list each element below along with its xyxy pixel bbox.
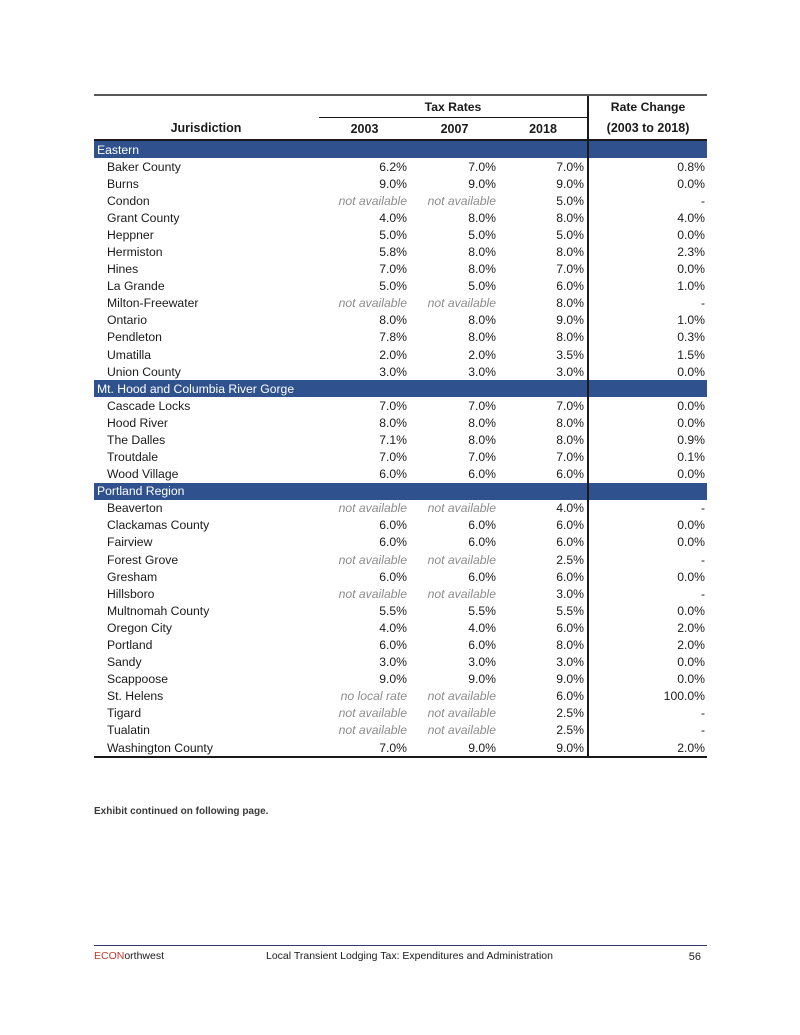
- rate-2018-cell: 6.0%: [556, 620, 585, 635]
- rate-change-cell: 0.8%: [588, 158, 707, 175]
- rate-2018-cell: 8.0%: [556, 296, 585, 311]
- rate-change-cell: -: [588, 722, 707, 739]
- rate-2003-cell: 7.0%: [379, 398, 407, 413]
- section-header-row: [94, 380, 707, 397]
- rate-change-cell: -: [588, 500, 707, 517]
- rate-2003-cell: 5.8%: [379, 245, 407, 260]
- table-row: [94, 397, 707, 414]
- jurisdiction-cell: Portland: [107, 637, 153, 652]
- rate-2003-cell: 6.0%: [379, 467, 407, 482]
- header-blank: [94, 95, 319, 118]
- year-2003-header: 2003: [319, 118, 410, 141]
- rate-2018-cell: 5.0%: [556, 227, 585, 242]
- rate-2003-cell: 6.0%: [379, 569, 407, 584]
- rate-2007-cell: 8.0%: [468, 330, 496, 345]
- tax-rate-table: [94, 94, 707, 758]
- rate-change-cell: 4.0%: [588, 209, 707, 226]
- rate-2018-cell: 5.0%: [556, 193, 585, 208]
- rate-2003-cell: not available: [338, 552, 407, 567]
- table-row: [94, 209, 707, 226]
- rate-change-cell: 0.0%: [588, 466, 707, 483]
- rate-2007-cell: 6.0%: [468, 637, 496, 652]
- table-row: [94, 466, 707, 483]
- brand-logo: [94, 950, 164, 962]
- rate-2018-cell: 6.0%: [556, 535, 585, 550]
- section-rate-change-cell: [588, 140, 707, 158]
- jurisdiction-cell: Hines: [107, 262, 139, 277]
- rate-2003-cell: 7.1%: [379, 432, 407, 447]
- jurisdiction-cell: Heppner: [107, 227, 154, 242]
- table-row: [94, 192, 707, 209]
- jurisdiction-cell: Tualatin: [107, 723, 150, 738]
- rate-2018-cell: 6.0%: [556, 279, 585, 294]
- rate-2007-cell: 2.0%: [468, 347, 496, 362]
- rate-change-cell: 2.3%: [588, 243, 707, 260]
- rate-2007-cell: 7.0%: [468, 450, 496, 465]
- rate-2018-cell: 3.0%: [556, 586, 585, 601]
- year-2007-header: 2007: [410, 118, 499, 141]
- jurisdiction-cell: The Dalles: [107, 432, 166, 447]
- table-row: [94, 722, 707, 739]
- rate-2007-cell: 6.0%: [468, 518, 496, 533]
- rate-change-cell: 0.0%: [588, 568, 707, 585]
- rate-2007-cell: 6.0%: [468, 467, 496, 482]
- brand-prefix: ECON: [94, 950, 125, 962]
- rate-2003-cell: not available: [338, 193, 407, 208]
- table-row: [94, 175, 707, 192]
- rate-2003-cell: 9.0%: [379, 176, 407, 191]
- rate-2003-cell: 6.2%: [379, 159, 407, 174]
- rate-2007-cell: 8.0%: [468, 210, 496, 225]
- section-rate-change-cell: [588, 483, 707, 500]
- rate-change-cell: 1.5%: [588, 346, 707, 363]
- table-row: [94, 261, 707, 278]
- rate-2003-cell: not available: [338, 296, 407, 311]
- rate-2007-cell: not available: [427, 586, 496, 601]
- rate-2018-cell: 2.5%: [556, 723, 585, 738]
- rate-2007-cell: not available: [427, 501, 496, 516]
- rate-change-cell: -: [588, 705, 707, 722]
- jurisdiction-cell: Washington County: [94, 739, 319, 757]
- rate-2018-cell: 6.0%: [556, 569, 585, 584]
- rate-change-cell: 0.0%: [588, 517, 707, 534]
- table-row: [94, 551, 707, 568]
- rate-2018-cell: 3.0%: [556, 364, 585, 379]
- rate-2007-cell: not available: [427, 689, 496, 704]
- jurisdiction-cell: Baker County: [107, 159, 181, 174]
- rate-2007-cell: 5.5%: [468, 603, 496, 618]
- rate-2003-cell: 5.0%: [379, 227, 407, 242]
- jurisdiction-cell: Grant County: [107, 210, 180, 225]
- footer-divider: [94, 945, 707, 946]
- footer-title: Local Transient Lodging Tax: Expenditures and Administration: [266, 950, 553, 962]
- rate-2018-cell: 9.0%: [499, 739, 588, 757]
- rate-2018-cell: 7.0%: [556, 262, 585, 277]
- year-2018-header: 2018: [499, 118, 588, 141]
- jurisdiction-cell: Cascade Locks: [107, 398, 191, 413]
- rate-2003-cell: 4.0%: [379, 620, 407, 635]
- rate-2003-cell: not available: [338, 723, 407, 738]
- rate-2007-cell: 9.0%: [468, 672, 496, 687]
- rate-2007-cell: 5.0%: [468, 227, 496, 242]
- table-row: [94, 688, 707, 705]
- rate-2003-cell: 2.0%: [379, 347, 407, 362]
- jurisdiction-cell: Milton-Freewater: [107, 296, 199, 311]
- rate-change-header: Rate Change: [588, 95, 707, 118]
- rate-2018-cell: 7.0%: [556, 398, 585, 413]
- rate-2003-cell: 6.0%: [379, 518, 407, 533]
- jurisdiction-cell: Troutdale: [107, 450, 159, 465]
- brand-suffix: orthwest: [124, 950, 165, 962]
- rate-2018-cell: 5.5%: [556, 603, 585, 618]
- rate-change-cell: 1.0%: [588, 312, 707, 329]
- rate-2007-cell: not available: [427, 193, 496, 208]
- rate-2018-cell: 7.0%: [556, 159, 585, 174]
- rate-2007-cell: 8.0%: [468, 415, 496, 430]
- jurisdiction-cell: Umatilla: [107, 347, 152, 362]
- rate-2003-cell: not available: [338, 501, 407, 516]
- table-row: [94, 517, 707, 534]
- header-row-top: [94, 95, 707, 118]
- jurisdiction-cell: La Grande: [107, 279, 165, 294]
- rate-2018-cell: 9.0%: [556, 313, 585, 328]
- rate-2018-cell: 8.0%: [556, 245, 585, 260]
- rate-2007-cell: not available: [427, 723, 496, 738]
- rate-2003-cell: 7.0%: [379, 450, 407, 465]
- table-row: [94, 449, 707, 466]
- rate-2003-cell: 8.0%: [379, 313, 407, 328]
- jurisdiction-cell: Oregon City: [107, 620, 173, 635]
- rate-2018-cell: 6.0%: [556, 467, 585, 482]
- table-row: [94, 329, 707, 346]
- jurisdiction-cell: Sandy: [107, 655, 142, 670]
- rate-2018-cell: 9.0%: [556, 176, 585, 191]
- table-row: [94, 739, 707, 757]
- header-row-bottom: [94, 118, 707, 141]
- jurisdiction-cell: Clackamas County: [107, 518, 210, 533]
- rate-2018-cell: 8.0%: [556, 637, 585, 652]
- table-row: [94, 346, 707, 363]
- rate-2007-cell: 3.0%: [468, 364, 496, 379]
- rate-2007-cell: not available: [427, 552, 496, 567]
- rate-2007-cell: 9.0%: [468, 176, 496, 191]
- rate-2018-cell: 8.0%: [556, 330, 585, 345]
- rate-2003-cell: 6.0%: [379, 535, 407, 550]
- table-row: [94, 671, 707, 688]
- table-row: [94, 500, 707, 517]
- rate-change-cell: -: [588, 585, 707, 602]
- jurisdiction-cell: Hillsboro: [107, 586, 155, 601]
- rate-2003-cell: 4.0%: [379, 210, 407, 225]
- rate-change-cell: 0.9%: [588, 431, 707, 448]
- rate-change-cell: 0.0%: [588, 534, 707, 551]
- rate-2007-cell: not available: [427, 706, 496, 721]
- rate-change-cell: 0.3%: [588, 329, 707, 346]
- rate-change-cell: 0.0%: [588, 602, 707, 619]
- rate-2003-cell: 3.0%: [379, 655, 407, 670]
- rate-2018-cell: 3.5%: [556, 347, 585, 362]
- jurisdiction-cell: Gresham: [107, 569, 158, 584]
- table-header: [94, 95, 707, 140]
- rate-change-cell: 2.0%: [588, 619, 707, 636]
- rate-2018-cell: 4.0%: [556, 501, 585, 516]
- jurisdiction-cell: Fairview: [107, 535, 153, 550]
- jurisdiction-cell: Pendleton: [107, 330, 162, 345]
- page-number: 56: [688, 951, 701, 963]
- rate-change-cell: 0.1%: [588, 449, 707, 466]
- rate-2018-cell: 8.0%: [556, 415, 585, 430]
- rate-2003-cell: not available: [338, 706, 407, 721]
- jurisdiction-cell: Union County: [107, 364, 181, 379]
- jurisdiction-cell: Burns: [107, 176, 139, 191]
- rate-change-cell: 1.0%: [588, 278, 707, 295]
- rate-2003-cell: 5.0%: [379, 279, 407, 294]
- rate-2003-cell: no local rate: [340, 689, 407, 704]
- rate-change-cell: 0.0%: [588, 261, 707, 278]
- rate-2003-cell: 7.8%: [379, 330, 407, 345]
- table-row: [94, 585, 707, 602]
- jurisdiction-cell: St. Helens: [107, 689, 164, 704]
- rate-2003-cell: not available: [338, 586, 407, 601]
- rate-2003-cell: 9.0%: [379, 672, 407, 687]
- rate-change-period-header: (2003 to 2018): [588, 118, 707, 141]
- rate-2007-cell: 3.0%: [468, 655, 496, 670]
- jurisdiction-cell: Condon: [107, 193, 150, 208]
- table-row: [94, 568, 707, 585]
- rate-2003-cell: 6.0%: [379, 637, 407, 652]
- rate-change-cell: 0.0%: [588, 654, 707, 671]
- rate-2007-cell: 5.0%: [468, 279, 496, 294]
- table-row: [94, 243, 707, 260]
- section-title: Mt. Hood and Columbia River Gorge: [94, 380, 588, 397]
- rate-change-cell: 0.0%: [588, 671, 707, 688]
- rate-2007-cell: 8.0%: [468, 432, 496, 447]
- jurisdiction-header: Jurisdiction: [94, 118, 319, 141]
- section-title: Portland Region: [94, 483, 588, 500]
- jurisdiction-cell: Wood Village: [107, 467, 179, 482]
- rate-2007-cell: 4.0%: [468, 620, 496, 635]
- rate-2018-cell: 6.0%: [556, 518, 585, 533]
- rate-2018-cell: 2.5%: [556, 706, 585, 721]
- rate-2018-cell: 7.0%: [556, 450, 585, 465]
- table-row: [94, 431, 707, 448]
- table-row: [94, 312, 707, 329]
- rate-2003-cell: 7.0%: [319, 739, 410, 757]
- rate-2018-cell: 3.0%: [556, 655, 585, 670]
- rate-2007-cell: 8.0%: [468, 245, 496, 260]
- rate-change-cell: 0.0%: [588, 414, 707, 431]
- rate-2007-cell: 9.0%: [410, 739, 499, 757]
- rate-change-cell: 2.0%: [588, 739, 707, 757]
- section-header-row: [94, 483, 707, 500]
- section-rate-change-cell: [588, 380, 707, 397]
- jurisdiction-cell: Hermiston: [107, 245, 163, 260]
- jurisdiction-cell: Multnomah County: [107, 603, 210, 618]
- section-header-row: [94, 140, 707, 158]
- rate-2018-cell: 9.0%: [556, 672, 585, 687]
- rate-2007-cell: 8.0%: [468, 262, 496, 277]
- rate-change-cell: 2.0%: [588, 636, 707, 653]
- rate-2007-cell: 6.0%: [468, 535, 496, 550]
- table-row: [94, 636, 707, 653]
- rate-2007-cell: 7.0%: [468, 398, 496, 413]
- table-row: [94, 654, 707, 671]
- rate-2018-cell: 6.0%: [556, 689, 585, 704]
- rate-change-cell: -: [588, 295, 707, 312]
- table-row: [94, 158, 707, 175]
- tax-rates-header: Tax Rates: [319, 95, 588, 118]
- table-row: [94, 414, 707, 431]
- table-row: [94, 363, 707, 380]
- rate-change-cell: 0.0%: [588, 175, 707, 192]
- rate-2007-cell: 6.0%: [468, 569, 496, 584]
- rate-change-cell: -: [588, 192, 707, 209]
- rate-2007-cell: not available: [427, 296, 496, 311]
- table-body: [94, 140, 707, 757]
- rate-change-cell: 100.0%: [588, 688, 707, 705]
- jurisdiction-cell: Scappoose: [107, 672, 168, 687]
- table-row: [94, 226, 707, 243]
- jurisdiction-cell: Ontario: [107, 313, 147, 328]
- table-row: [94, 619, 707, 636]
- tax-rate-table-container: [94, 94, 707, 758]
- table-row: [94, 295, 707, 312]
- table-row: [94, 534, 707, 551]
- rate-change-cell: -: [588, 551, 707, 568]
- table-row: [94, 278, 707, 295]
- rate-2018-cell: 8.0%: [556, 210, 585, 225]
- continuation-note: Exhibit continued on following page.: [94, 806, 269, 817]
- rate-2003-cell: 8.0%: [379, 415, 407, 430]
- rate-2018-cell: 2.5%: [556, 552, 585, 567]
- rate-2018-cell: 8.0%: [556, 432, 585, 447]
- jurisdiction-cell: Beaverton: [107, 501, 163, 516]
- jurisdiction-cell: Hood River: [107, 415, 168, 430]
- rate-change-cell: 0.0%: [588, 363, 707, 380]
- table-row: [94, 705, 707, 722]
- section-title: Eastern: [94, 140, 588, 158]
- rate-2007-cell: 7.0%: [468, 159, 496, 174]
- rate-2007-cell: 8.0%: [468, 313, 496, 328]
- rate-2003-cell: 7.0%: [379, 262, 407, 277]
- rate-2003-cell: 5.5%: [379, 603, 407, 618]
- rate-change-cell: 0.0%: [588, 226, 707, 243]
- jurisdiction-cell: Forest Grove: [107, 552, 179, 567]
- rate-change-cell: 0.0%: [588, 397, 707, 414]
- jurisdiction-cell: Tigard: [107, 706, 142, 721]
- table-row: [94, 602, 707, 619]
- rate-2003-cell: 3.0%: [379, 364, 407, 379]
